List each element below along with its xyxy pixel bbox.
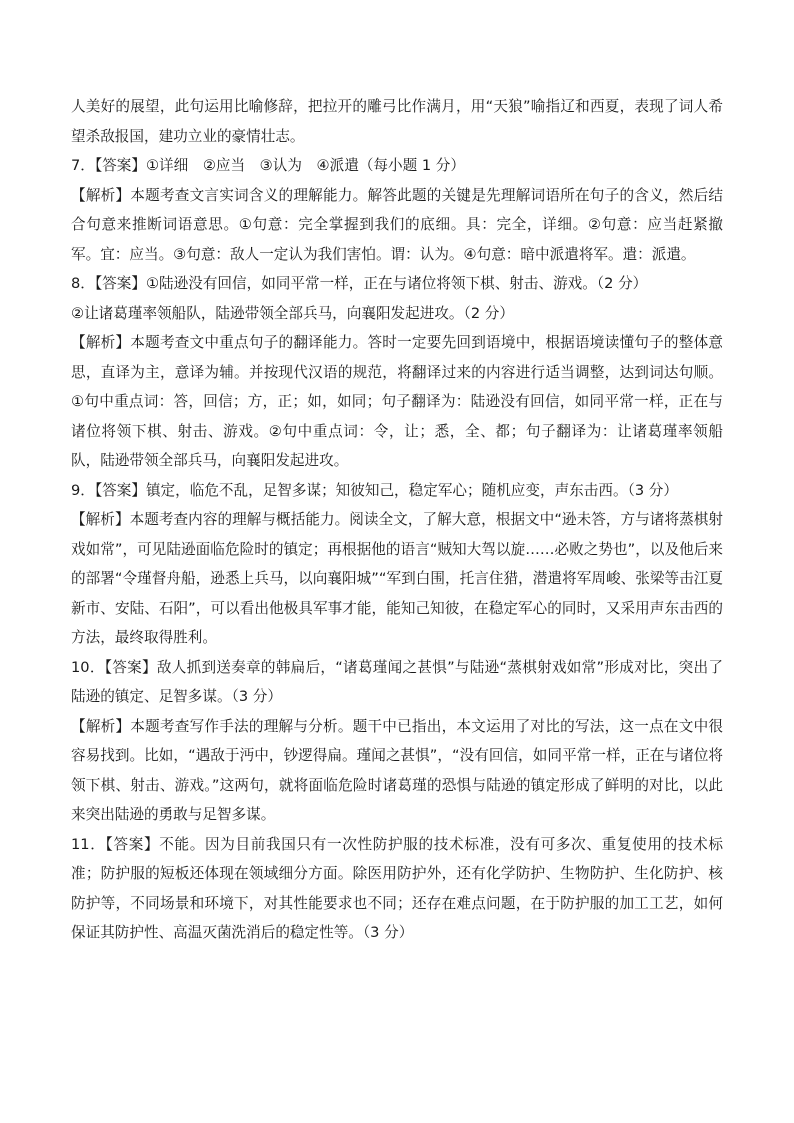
answer-10: 10．【答案】敌人抓到送奏章的韩扁后，“诸葛瑾闻之甚惧”与陆逊“蒸棋射戏如常”形成对比，突出了陆逊的镇定、足智多谋。（3 分）	[71, 658, 723, 705]
answer-7: 7．【答案】①详细 ②应当 ③认为 ④派遣（每小题 1 分）	[71, 157, 465, 174]
answer-text-body	[71, 92, 723, 948]
paragraph-continuation: 人美好的展望，此句运用比喻修辞，把拉开的雕弓比作满月，用“天狼”喻指辽和西夏，表现了词人希望杀敌报国，建功立业的豪情壮志。	[71, 98, 724, 145]
answer-11: 11．【答案】不能。因为目前我国只有一次性防护服的技术标准，没有可多次、重复使用的技术标准；防护服的短板还体现在领域细分方面。除医用防护外，还有化学防护、生物防护、生化防护、核防护等，不同场景和环境下，对其性能要求也不同；还存在难点问题，在于防护服的加工工艺，如何保证其防护性、高温灭菌洗消后的稳定性等。（3 分）	[71, 835, 723, 941]
analysis-7: 【解析】本题考查文言实词含义的理解能力。解答此题的关键是先理解词语所在句子的含义，然后结合句意来推断词语意思。①句意：完全掌握到我们的底细。具：完全，详细。②句意：应当赶紧撤军。宜：应当。③句意：敌人一定认为我们害怕。谓：认为。④句意：暗中派遣将军。遣：派遣。	[71, 186, 723, 263]
answer-8-part-2: ②让诸葛瑾率领船队，陆逊带领全部兵马，向襄阳发起进攻。（2 分）	[71, 304, 514, 322]
analysis-10: 【解析】本题考查写作手法的理解与分析。题干中已指出，本文运用了对比的写法，这一点在文中很容易找到。比如，“遇敌于沔中，钞逻得扁。瑾闻之甚惧”，“没有回信，如同平常一样，正在与诸位将领下棋、射击、游戏。”这两句，就将面临危险时诸葛瑾的恐惧与陆逊的镇定形成了鲜明的对比，以此来突出陆逊的勇敢与足智多谋。	[71, 717, 723, 823]
answer-8-part-1: 8．【答案】①陆逊没有回信，如同平常一样，正在与诸位将领下棋、射击、游戏。（2 分）	[71, 275, 648, 292]
analysis-8: 【解析】本题考查文中重点句子的翻译能力。答时一定要先回到语境中，根据语境读懂句子的整体意思，直译为主，意译为辅。并按现代汉语的规范，将翻译过来的内容进行适当调整，达到词达句顺。①句中重点词：答，回信；方，正；如，如同；句子翻译为：陆逊没有回信，如同平常一样，正在与诸位将领下棋、射击、游戏。②句中重点词：令，让；悉，全、都；句子翻译为：让诸葛瑾率领船队，陆逊带领全部兵马，向襄阳发起进攻。	[71, 334, 723, 469]
answer-9: 9．【答案】镇定，临危不乱，足智多谋；知彼知己，稳定军心；随机应变，声东击西。（3 分）	[71, 481, 678, 499]
analysis-9: 【解析】本题考查内容的理解与概括能力。阅读全文，了解大意，根据文中“逊未答，方与诸将蒸棋射戏如常”，可见陆逊面临危险时的镇定；再根据他的语言“贼知大驾以旋……必败之势也”，以及他后来的部署“令瑾督舟船，逊悉上兵马，以向襄阳城”“军到白围，托言住猎，潜遣将军周峻、张梁等击江夏新市、安陆、石阳”，可以看出他极具军事才能，能知己知彼，在稳定军心的同时，又采用声东击西的方法，最终取得胜利。	[71, 511, 723, 646]
